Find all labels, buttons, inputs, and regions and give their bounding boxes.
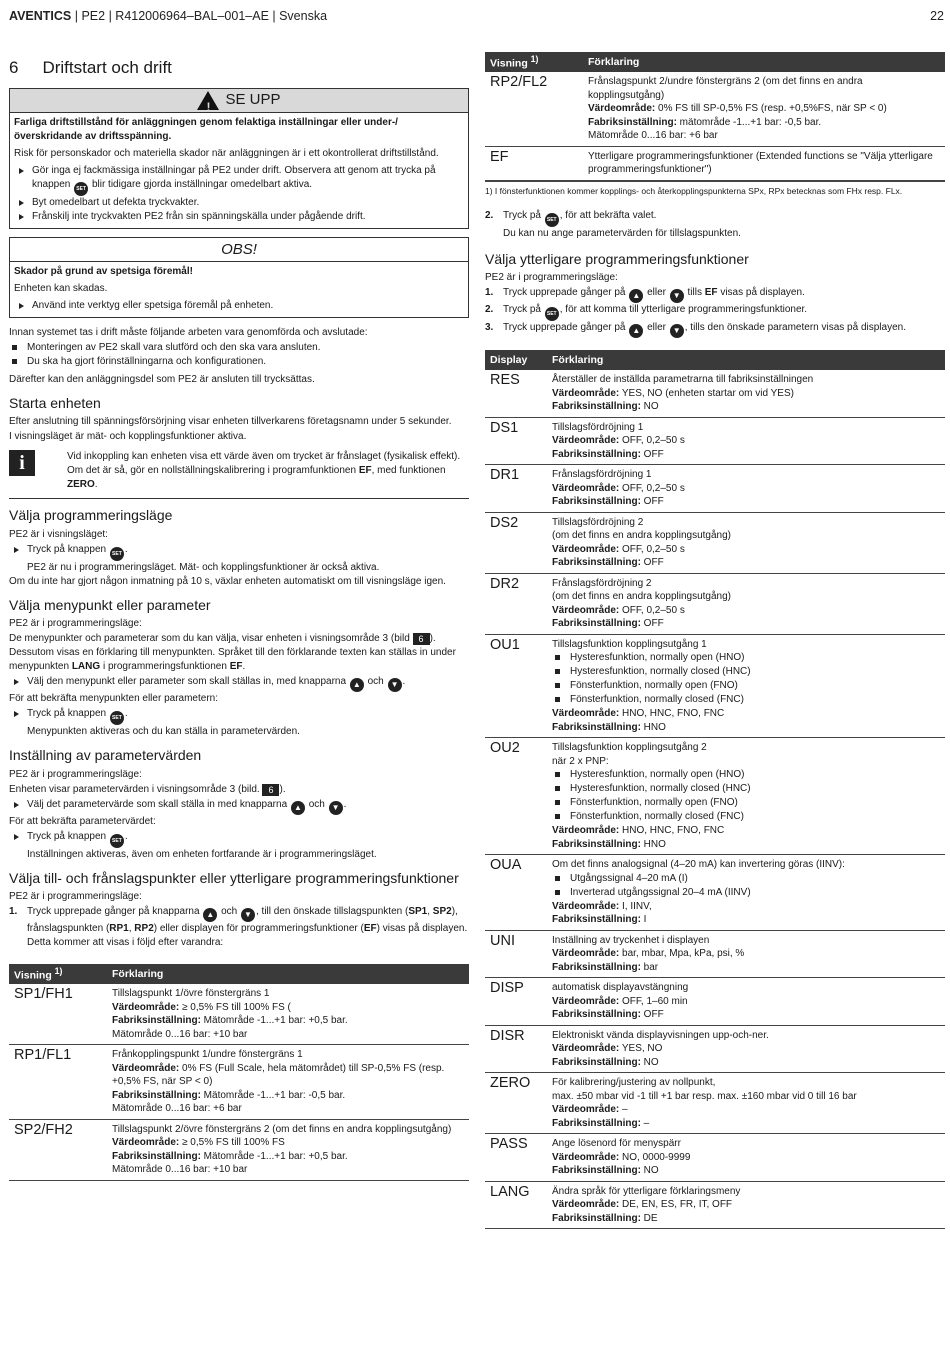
row-factory-value: DE — [640, 1212, 658, 1224]
row-range-label: Värdeområde: — [112, 1001, 180, 1013]
notice-text: Enheten kan skadas. — [14, 282, 108, 294]
row-key: RP1/FL1 — [9, 1045, 107, 1120]
row-explanation — [107, 984, 469, 1045]
row-range-label: Värdeområde: — [552, 1151, 620, 1163]
row-factory-value: Mätområde -1...+1 bar: -0,5 bar. — [200, 1089, 346, 1101]
row-desc: För kalibrering/justering av nollpunkt, — [552, 1077, 716, 1089]
row-key: UNI — [485, 930, 547, 978]
ext-step-1: 1. Tryck upprepade gånger på ▲ eller ▼ tills EF visas på displayen. — [485, 286, 945, 303]
row-factory-label: Fabriksinställning: — [552, 1212, 641, 1224]
row-desc: Tillslagsfunktion kopplingsutgång 2 — [552, 742, 707, 754]
up-arrow-icon: ▲ — [203, 908, 217, 922]
table-row — [485, 1134, 945, 1182]
row-explanation — [547, 1181, 945, 1229]
row-explanation — [547, 978, 945, 1026]
row-factory-label: Fabriksinställning: — [112, 1015, 201, 1027]
row-range-label: Värdeområde: — [552, 1199, 620, 1211]
row-range-value: HNO, HNC, FNO, FNC — [619, 708, 725, 720]
chapter-number: 6 — [9, 58, 19, 77]
row-factory-value: mätområde -1...+1 bar: -0,5 bar. — [676, 116, 822, 128]
row-option: Hysteresfunktion, normally open (HNO) — [552, 768, 941, 782]
row-desc: Frånslagsfördröjning 2 — [552, 577, 652, 589]
row-factory — [552, 556, 941, 570]
row-range — [552, 947, 941, 961]
row-factory-label: Fabriksinställning: — [552, 961, 641, 973]
table-row — [485, 634, 945, 738]
row-range — [588, 102, 941, 116]
row-desc: Frånslagspunkt 2/undre fönstergräns 2 (om det finns en andra kopplingsutgång) — [588, 76, 863, 101]
down-arrow-icon: ▼ — [241, 908, 255, 922]
points-text: PE2 är i programmeringsläge: — [9, 891, 142, 903]
row-range-label: Värdeområde: — [552, 435, 620, 447]
warning-bullet-2: Byt omedelbart ut defekta tryckvakter. — [14, 196, 464, 210]
param-text-3: För att bekräfta parametervärdet: — [9, 815, 156, 827]
row-explanation — [583, 72, 945, 146]
chapter-title — [9, 57, 469, 80]
table-row — [485, 465, 945, 513]
row-range-label: Värdeområde: — [552, 995, 620, 1007]
set-button-icon: SET — [74, 182, 88, 196]
row-key: OUA — [485, 855, 547, 931]
start-text-2: I visningsläget är mät- och kopplingsfunktioner aktiva. — [9, 431, 247, 443]
row-factory — [552, 1164, 941, 1178]
header-doc — [9, 8, 327, 28]
row-explanation — [547, 1025, 945, 1073]
row-desc: Tillslagsfördröjning 1 — [552, 421, 644, 433]
start-text-1: Efter anslutning till spänningsförsörjning visar enheten tillverkarens företagsnamn under 5 sekunder. — [9, 416, 452, 428]
row-desc: Tillslagspunkt 2/övre fönstergräns 2 (om det finns en andra kopplingsutgång) — [112, 1123, 452, 1135]
row-range — [552, 1042, 941, 1056]
col-explanation: Förklaring — [107, 964, 469, 984]
row-factory — [552, 1212, 941, 1226]
row-option: Utgångssignal 4–20 mA (I) — [552, 872, 941, 886]
table-row — [485, 72, 945, 146]
up-arrow-icon: ▲ — [629, 289, 643, 303]
row-factory-value: OFF — [640, 496, 664, 508]
row-explanation — [547, 417, 945, 465]
row-range — [552, 824, 941, 838]
table-row — [485, 1073, 945, 1134]
row-key: ZERO — [485, 1073, 547, 1134]
row-range — [112, 1136, 465, 1150]
row-key: LANG — [485, 1181, 547, 1229]
prog-timeout: Om du inte har gjort någon inmatning på 10 s, växlar enheten automatiskt om till visningsläge igen. — [9, 575, 446, 587]
table-row — [485, 930, 945, 978]
menu-sub: Menypunkten aktiveras och du kan ställa in parametervärden. — [27, 726, 300, 738]
warning-bold: Farliga driftstillstånd för anläggningen genom felaktiga inställningar eller under-/ överskridande av driftsspänning. — [14, 116, 398, 142]
points-sub: Detta kommer att visas i följd efter varandra: — [27, 937, 224, 949]
down-arrow-icon: ▼ — [388, 678, 402, 692]
up-arrow-icon: ▲ — [291, 801, 305, 815]
row-factory-value: OFF — [640, 557, 664, 569]
row-option: Hysteresfunktion, normally closed (HNC) — [552, 665, 941, 679]
row-factory-label: Fabriksinställning: — [552, 1009, 641, 1021]
row-key: OU2 — [485, 738, 547, 855]
prog-bullet: Tryck på knappen SET . — [9, 543, 469, 561]
row-factory-label: Fabriksinställning: — [552, 618, 641, 630]
table-row — [9, 1119, 469, 1180]
set-button-icon: SET — [110, 711, 124, 725]
row-factory-value: HNO — [640, 838, 666, 850]
page-number: 22 — [930, 9, 944, 23]
intro-item-2: Du ska ha gjort förinställningarna och konfigurationen. — [9, 355, 469, 369]
row-factory-label: Fabriksinställning: — [552, 401, 641, 413]
row-explanation — [547, 1073, 945, 1134]
table-row — [485, 146, 945, 180]
row-range-note: Mätområde 0...16 bar: +10 bar — [112, 1164, 248, 1176]
ext-step-3: 3. Tryck upprepade gånger på ▲ eller ▼ , tills den önskade parametern visas på displayen. — [485, 321, 945, 338]
notice-bold: Skador på grund av spetsiga föremål! — [14, 265, 193, 277]
intro-after: Därefter kan den anläggningsdel som PE2 är ansluten till trycksättas. — [9, 373, 315, 385]
row-range — [552, 387, 941, 401]
prog-sub: PE2 är nu i programmeringsläget. Mät- och kopplingsfunktioner är också aktiva. — [27, 561, 380, 573]
table-row — [9, 1045, 469, 1120]
row-option: Inverterad utgångssignal 20–4 mA (IINV) — [552, 886, 941, 900]
ext-text: PE2 är i programmeringsläge: — [485, 272, 618, 284]
row-key: SP2/FH2 — [9, 1119, 107, 1180]
row-range-label: Värdeområde: — [112, 1137, 180, 1149]
row-desc: max. ±50 mbar vid -1 till +1 bar resp. max. ±160 mbar vid 0 till 16 bar — [552, 1090, 857, 1102]
col-display: Visning $^{1)}$ — [485, 52, 583, 72]
row-range — [552, 604, 941, 618]
row-range-value: OFF, 1–60 min — [619, 995, 688, 1007]
row-factory-value: – — [640, 1117, 650, 1129]
row-range-value: 0% FS (Full Scale, hela mätområdet) till SP-0,5% FS (resp. +0,5% FS, när SP < 0) — [112, 1062, 445, 1088]
row-range-label: Värdeområde: — [552, 1043, 620, 1055]
row-range — [112, 1001, 465, 1015]
row-range-note: Mätområde 0...16 bar: +10 bar — [112, 1028, 248, 1040]
row-factory-value: NO — [640, 401, 659, 413]
row-factory-value: HNO — [640, 721, 666, 733]
row-key: DISP — [485, 978, 547, 1026]
row-explanation: Ytterligare programmeringsfunktioner (Extended functions se "Välja ytterligare programmeringsfunktioner") — [583, 146, 945, 180]
down-arrow-icon: ▼ — [670, 324, 684, 338]
param-text-1: PE2 är i programmeringsläge: — [9, 768, 142, 780]
row-factory-label: Fabriksinställning: — [552, 838, 641, 850]
row-range-label: Värdeområde: — [552, 708, 620, 720]
row-range-value: bar, mbar, Mpa, kPa, psi, % — [619, 948, 745, 960]
intro-text: Innan systemet tas i drift måste följande arbeten vara genomförda och avslutade: — [9, 326, 368, 338]
figure-ref: 6 — [262, 784, 279, 796]
set-button-icon: SET — [110, 547, 124, 561]
row-explanation — [547, 738, 945, 855]
row-desc: Om det finns analogsignal (4–20 mA) kan invertering göras (IINV): — [552, 859, 845, 871]
row-key: PASS — [485, 1134, 547, 1182]
table-row — [485, 417, 945, 465]
ext-step-2: 2. Tryck på SET , för att komma till ytterligare programmeringsfunktioner. — [485, 303, 945, 321]
row-factory — [552, 400, 941, 414]
row-factory-value: I — [640, 914, 647, 926]
warning-title: SE UPP — [225, 91, 281, 109]
set-button-icon: SET — [545, 307, 559, 321]
row-factory-label: Fabriksinställning: — [552, 1056, 641, 1068]
intro-item-1: Monteringen av PE2 skall vara slutförd och den ska vara ansluten. — [9, 341, 469, 355]
row-factory-label: Fabriksinställning: — [588, 116, 677, 128]
row-range-value: OFF, 0,2–50 s — [619, 435, 685, 447]
doc-id: | PE2 | R412006964–BAL–001–AE | Svenska — [71, 9, 328, 23]
row-key: RP2/FL2 — [485, 72, 583, 146]
section-prog-heading: Välja programmeringsläge — [9, 507, 173, 524]
row-option: Hysteresfunktion, normally open (HNO) — [552, 651, 941, 665]
row-range-label: Värdeområde: — [552, 825, 620, 837]
row-factory-value: OFF — [640, 1009, 664, 1021]
row-explanation — [547, 370, 945, 417]
setpoint-table — [9, 964, 469, 1181]
row-factory — [552, 1008, 941, 1022]
menu-text-2: De menypunkter och parameterar som du kan välja, visar enheten i visningsområde 3 (bild 6 ). Dessutom visas en förklaring till menypunkten. Språket till den förklarande texten kan ställas in under menypunkten LANG i programmeringsfunktionen EF. — [9, 633, 456, 673]
row-key: EF — [485, 146, 583, 180]
row-factory-label: Fabriksinställning: — [552, 448, 641, 460]
row-desc: Elektroniskt vända displayvisningen upp-och-ner. — [552, 1029, 769, 1041]
row-factory — [552, 961, 941, 975]
warning-header — [10, 89, 468, 113]
row-range-label: Värdeområde: — [552, 387, 620, 399]
row-factory — [552, 617, 941, 631]
info-box — [9, 446, 469, 499]
prog-text: PE2 är i visningsläget: — [9, 528, 108, 540]
row-range-value: I, IINV, — [619, 900, 652, 912]
row-explanation — [107, 1045, 469, 1120]
row-factory-label: Fabriksinställning: — [112, 1150, 201, 1162]
row-range — [552, 995, 941, 1009]
set-button-icon: SET — [545, 213, 559, 227]
col-explanation: Förklaring — [547, 350, 945, 370]
warning-icon: ! — [197, 91, 219, 110]
row-range-value: – — [619, 1104, 628, 1116]
row-factory-value: NO — [640, 1056, 659, 1068]
row-range-label: Värdeområde: — [112, 1062, 180, 1074]
table-row — [485, 855, 945, 931]
row-factory-label: Fabriksinställning: — [552, 721, 641, 733]
row-range — [552, 434, 941, 448]
set-button-icon: SET — [110, 834, 124, 848]
row-range-value: OFF, 0,2–50 s — [619, 604, 685, 616]
row-factory — [552, 1117, 941, 1131]
down-arrow-icon: ▼ — [670, 289, 684, 303]
col-display: Visning $^{1)}$ — [9, 964, 107, 984]
col-explanation: Förklaring — [583, 52, 945, 72]
row-range-value: NO, 0000-9999 — [619, 1151, 691, 1163]
row-range-value: YES, NO (enheten startar om vid YES) — [619, 387, 794, 399]
row-factory — [588, 116, 941, 130]
row-range — [552, 900, 941, 914]
menu-bullet-1: Välj den menypunkt eller parameter som skall ställas in, med knapparna ▲ och ▼ . — [9, 675, 469, 692]
row-range-note: Mätområde 0...16 bar: +6 bar — [588, 130, 718, 141]
table-row — [485, 573, 945, 634]
row-factory-value: bar — [640, 961, 659, 973]
down-arrow-icon: ▼ — [329, 801, 343, 815]
row-factory — [552, 721, 941, 735]
row-range-note: Mätområde 0...16 bar: +6 bar — [112, 1103, 242, 1115]
row-explanation — [547, 930, 945, 978]
row-key: SP1/FH1 — [9, 984, 107, 1045]
row-desc: Återställer de inställda parametrarna till fabriksinställningen — [552, 374, 814, 386]
extended-functions-table — [485, 350, 945, 1229]
row-factory — [552, 1056, 941, 1070]
section-param-heading: Inställning av parametervärden — [9, 747, 202, 764]
table-row — [485, 370, 945, 417]
row-range-value: 0% FS till SP-0,5% FS (resp. +0,5%FS, när SP < 0) — [655, 103, 887, 114]
row-desc: Frånslagsfördröjning 1 — [552, 469, 652, 481]
row-range-label: Värdeområde: — [552, 543, 620, 555]
row-factory-value: Mätområde -1...+1 bar: +0,5 bar. — [200, 1015, 348, 1027]
table-row — [485, 512, 945, 573]
row-desc: Ange lösenord för menyspärr — [552, 1138, 681, 1150]
row-desc: Inställning av tryckenhet i displayen — [552, 934, 710, 946]
row-explanation — [547, 465, 945, 513]
section-ext-heading: Välja ytterligare programmeringsfunktioner — [485, 250, 749, 267]
menu-bullet-2: Tryck på knappen SET . — [9, 707, 469, 725]
points-step-2: 2. Tryck på SET , för att bekräfta valet. — [485, 209, 945, 227]
row-option: Hysteresfunktion, normally closed (HNC) — [552, 782, 941, 796]
row-factory-value: OFF — [640, 618, 664, 630]
row-range-label: Värdeområde: — [552, 948, 620, 960]
row-factory-value: OFF — [640, 448, 664, 460]
row-factory-value: NO — [640, 1165, 659, 1177]
param-sub: Inställningen aktiveras, även om enheten fortfarande är i programmeringsläget. — [27, 848, 377, 860]
table-row — [9, 984, 469, 1045]
row-key: DR2 — [485, 573, 547, 634]
warning-bullet-1: Gör inga ej fackmässiga inställningar på PE2 under drift. Observera att genom att trycka på knappen SET blir tidigare gjorda inställningar omedelbart aktiva. — [14, 164, 464, 196]
notice-bullet: Använd inte verktyg eller spetsiga föremål på enheten. — [14, 299, 464, 313]
notice-header: OBS! — [10, 238, 468, 262]
row-factory — [552, 448, 941, 462]
row-desc: Tillslagsfördröjning 2 — [552, 516, 644, 528]
row-range — [552, 1151, 941, 1165]
row-explanation — [547, 512, 945, 573]
row-factory-label: Fabriksinställning: — [552, 496, 641, 508]
row-option: Fönsterfunktion, normally open (FNO) — [552, 796, 941, 810]
row-desc: Tillslagsfunktion kopplingsutgång 1 — [552, 638, 707, 650]
row-explanation — [547, 1134, 945, 1182]
row-factory-label: Fabriksinställning: — [552, 557, 641, 569]
row-desc: Tillslagspunkt 1/övre fönstergräns 1 — [112, 988, 270, 1000]
row-range — [552, 1103, 941, 1117]
row-range — [112, 1062, 465, 1089]
figure-ref: 6 — [413, 633, 430, 645]
warning-bullet-3: Frånskilj inte tryckvakten PE2 från sin spänningskälla under pågående drift. — [14, 210, 464, 224]
row-factory-value: Mätområde -1...+1 bar: +0,5 bar. — [200, 1150, 348, 1162]
row-factory-label: Fabriksinställning: — [112, 1089, 201, 1101]
row-range-value: ≥ 0,5% FS till 100% FS ( — [179, 1001, 291, 1013]
chapter-text: Driftstart och drift — [42, 58, 172, 77]
row-key: DR1 — [485, 465, 547, 513]
step2-sub: Du kan nu ange parametervärden för tillslagspunkten. — [503, 227, 741, 239]
row-range — [552, 1198, 941, 1212]
param-bullet-1: Välj det parametervärde som skall ställa in med knapparna ▲ och ▼ . — [9, 798, 469, 815]
row-option: Fönsterfunktion, normally closed (FNC) — [552, 810, 941, 824]
row-factory — [112, 1150, 465, 1164]
info-icon: i — [9, 450, 35, 476]
param-text-2: Enheten visar parametervärden i visningsområde 3 (bild. 6 ). — [9, 783, 286, 795]
menu-text-1: PE2 är i programmeringsläge: — [9, 618, 142, 630]
row-range — [552, 543, 941, 557]
row-range-label: Värdeområde: — [552, 604, 620, 616]
row-factory — [552, 913, 941, 927]
row-range-label: Värdeområde: — [552, 1104, 620, 1116]
up-arrow-icon: ▲ — [629, 324, 643, 338]
param-bullet-2: Tryck på knappen SET . — [9, 830, 469, 848]
table-row — [485, 978, 945, 1026]
row-factory-label: Fabriksinställning: — [552, 1165, 641, 1177]
row-range-value: YES, NO — [619, 1043, 663, 1055]
left-column — [9, 52, 469, 1181]
row-key: RES — [485, 370, 547, 417]
row-range — [552, 707, 941, 721]
row-range-label: Värdeområde: — [588, 103, 656, 114]
setpoint-table-cont — [485, 52, 945, 181]
points-step-1: 1. Tryck upprepade gånger på knapparna ▲ och ▼ , till den önskade tillslagspunkten (SP1, SP2), frånslagspunkten (RP1, RP2) eller displayen för programmeringsfunktioner (EF) visas på displayen. — [9, 906, 468, 935]
row-desc: (om det finns en andra kopplingsutgång) — [552, 530, 732, 542]
row-explanation — [107, 1119, 469, 1180]
row-desc: Ändra språk för ytterligare förklaringsmeny — [552, 1185, 741, 1197]
row-factory — [552, 495, 941, 509]
table-row — [485, 1025, 945, 1073]
row-range — [552, 482, 941, 496]
row-factory — [112, 1089, 465, 1103]
row-desc: (om det finns en andra kopplingsutgång) — [552, 591, 732, 603]
right-column — [485, 52, 945, 1229]
row-range-value: ≥ 0,5% FS till 100% FS — [179, 1137, 285, 1149]
row-explanation — [547, 634, 945, 738]
row-option: Fönsterfunktion, normally open (FNO) — [552, 679, 941, 693]
row-range-value: OFF, 0,2–50 s — [619, 482, 685, 494]
row-factory — [552, 838, 941, 852]
section-points-heading: Välja till- och frånslagspunkter eller ytterligare programmeringsfunktioner — [9, 869, 459, 886]
row-desc: Frånkopplingspunkt 1/undre fönstergräns 1 — [112, 1049, 303, 1061]
footnote: 1) I fönsterfunktionen kommer kopplings- och återkopplingspunkterna SPx, RPx betecknas som FHx resp. FLx. — [485, 181, 945, 197]
warning-box — [9, 88, 469, 229]
row-range-value: DE, EN, ES, FR, IT, OFF — [619, 1199, 733, 1211]
row-desc: när 2 x PNP: — [552, 755, 609, 767]
row-range-value: OFF, 0,2–50 s — [619, 543, 685, 555]
row-option: Fönsterfunktion, normally closed (FNC) — [552, 693, 941, 707]
row-key: OU1 — [485, 634, 547, 738]
section-menu-heading: Välja menypunkt eller parameter — [9, 596, 211, 613]
table-row — [485, 1181, 945, 1229]
row-explanation — [547, 855, 945, 931]
info-text: Vid inkoppling kan enheten visa ett värde även om trycket är frånslaget (fysikalisk effekt). Om det är så, gör en nollställningskalibrering i programfunktionen EF, med funktionen ZERO. — [67, 451, 461, 491]
col-display: Display — [485, 350, 547, 370]
row-desc: automatisk displayavstängning — [552, 982, 689, 994]
row-range-label: Värdeområde: — [552, 482, 620, 494]
warning-risk: Risk för personskador och materiella skador när anläggningen är i ett okontrollerat driftstillstånd. — [14, 147, 439, 159]
up-arrow-icon: ▲ — [350, 678, 364, 692]
row-factory — [112, 1014, 465, 1028]
row-explanation — [547, 573, 945, 634]
row-factory-label: Fabriksinställning: — [552, 914, 641, 926]
table-row — [485, 738, 945, 855]
menu-text-3: För att bekräfta menypunkten eller parametern: — [9, 693, 218, 705]
section-start-heading: Starta enheten — [9, 394, 101, 411]
row-key: DS1 — [485, 417, 547, 465]
row-range-value: HNO, HNC, FNO, FNC — [619, 825, 725, 837]
row-factory-label: Fabriksinställning: — [552, 1117, 641, 1129]
row-key: DISR — [485, 1025, 547, 1073]
row-key: DS2 — [485, 512, 547, 573]
row-range-label: Värdeområde: — [552, 900, 620, 912]
notice-box — [9, 237, 469, 318]
brand: AVENTICS — [9, 9, 72, 23]
page-header — [9, 8, 944, 28]
